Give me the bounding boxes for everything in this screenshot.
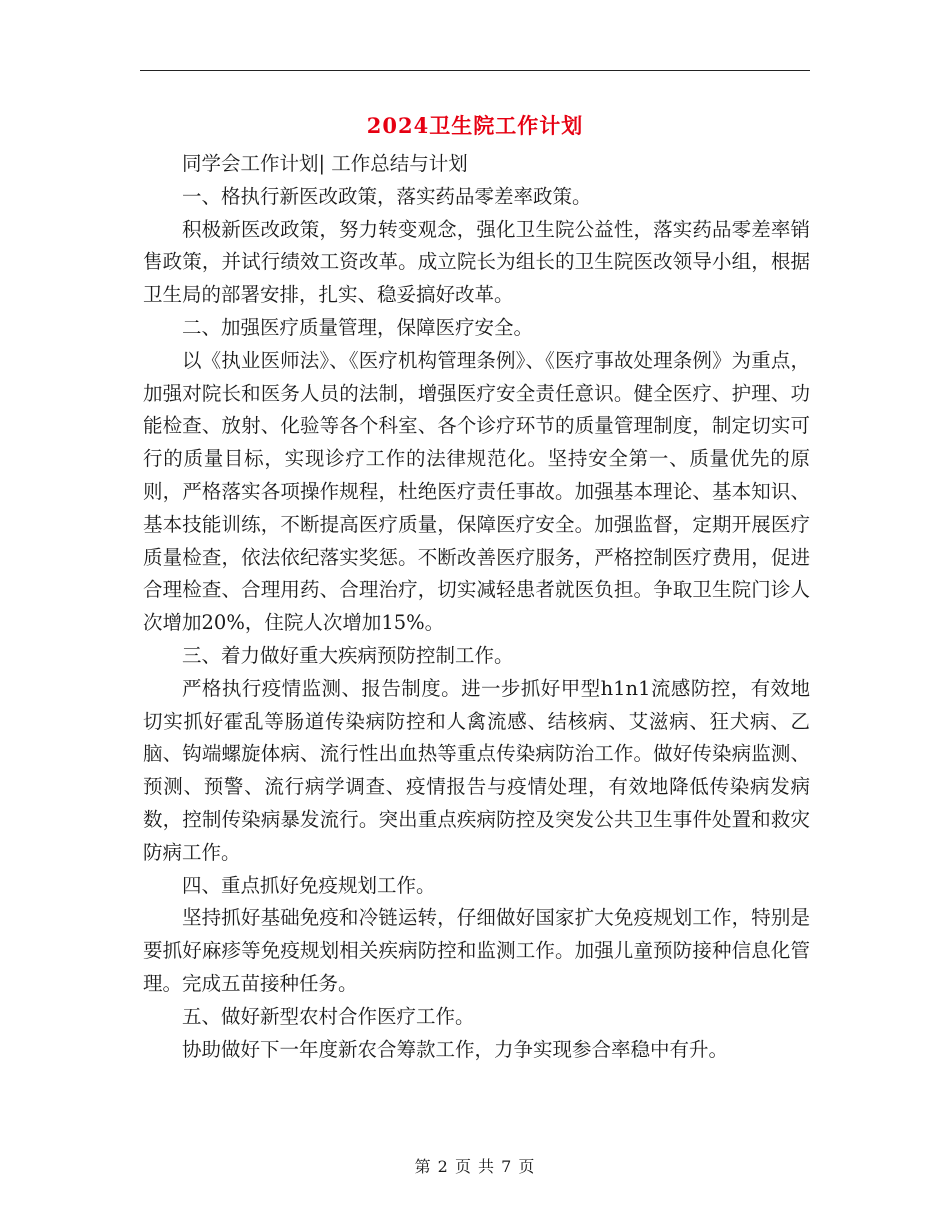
document-title: 2024卫生院工作计划 <box>366 113 584 138</box>
paragraph-subtitle: 同学会工作计划| 工作总结与计划 <box>182 152 468 175</box>
page-number-footer: 第 2 页 共 7 页 <box>414 1157 536 1176</box>
section-heading-3: 三、着力做好重大疾病预防控制工作。 <box>182 643 514 667</box>
header-rule <box>140 70 810 71</box>
paragraph-2: 以《执业医师法》、《医疗机构管理条例》、《医疗事故处理条例》为重点，加强对院长和医务人员的法制，增强医疗安全责任意识。健全医疗、护理、功能检查、放射、化验等各个科室、各个诊疗环节的质量管理制度，制定切实可行的质量目标，实现诊疗工作的法律规范化。坚持安全第一、质量优先的原则，严格落实各项操作规程，杜绝医疗责任事故。加强基本理论、基本知识、基本技能训练，不断提高医疗质量，保障医疗安全。加强监督，定期开展医疗质量检查，依法依纪落实奖惩。不断改善医疗服务，严格控制医疗费用，促进合理检查、合理用药、合理治疗，切实减轻患者就医负担。争取卫生院门诊人次增加20%，住院人次增加15%。 <box>143 348 810 635</box>
section-heading-4: 四、重点抓好免疫规划工作。 <box>182 873 436 897</box>
section-heading-5: 五、做好新型农村合作医疗工作。 <box>182 1004 475 1028</box>
document-body <box>143 148 810 1066</box>
paragraph-4: 坚持抓好基础免疫和冷链运转，仔细做好国家扩大免疫规划工作，特别是要抓好麻疹等免疫规划相关疾病防控和监测工作。加强儿童预防接种信息化管理。完成五苗接种任务。 <box>143 906 810 995</box>
paragraph-1: 积极新医改政策，努力转变观念，强化卫生院公益性，落实药品零差率销售政策，并试行绩效工资改革。成立院长为组长的卫生院医改领导小组，根据卫生局的部署安排，扎实、稳妥搞好改革。 <box>143 217 810 307</box>
section-heading-2: 二、加强医疗质量管理，保障医疗安全。 <box>182 315 534 339</box>
section-heading-1: 一、格执行新医改政策，落实药品零差率政策。 <box>182 184 592 208</box>
paragraph-5: 协助做好下一年度新农合筹款工作，力争实现参合率稳中有升。 <box>182 1037 729 1061</box>
paragraph-3: 严格执行疫情监测、报告制度。进一步抓好甲型h1n1流感防控，有效地切实抓好霍乱等肠道传染病防控和人禽流感、结核病、艾滋病、狂犬病、乙脑、钩端螺旋体病、流行性出血热等重点传染病防治工作。做好传染病监测、预测、预警、流行病学调查、疫情报告与疫情处理，有效地降低传染病发病数，控制传染病暴发流行。突出重点疾病防控及突发公共卫生事件处置和救灾防病工作。 <box>143 676 810 864</box>
